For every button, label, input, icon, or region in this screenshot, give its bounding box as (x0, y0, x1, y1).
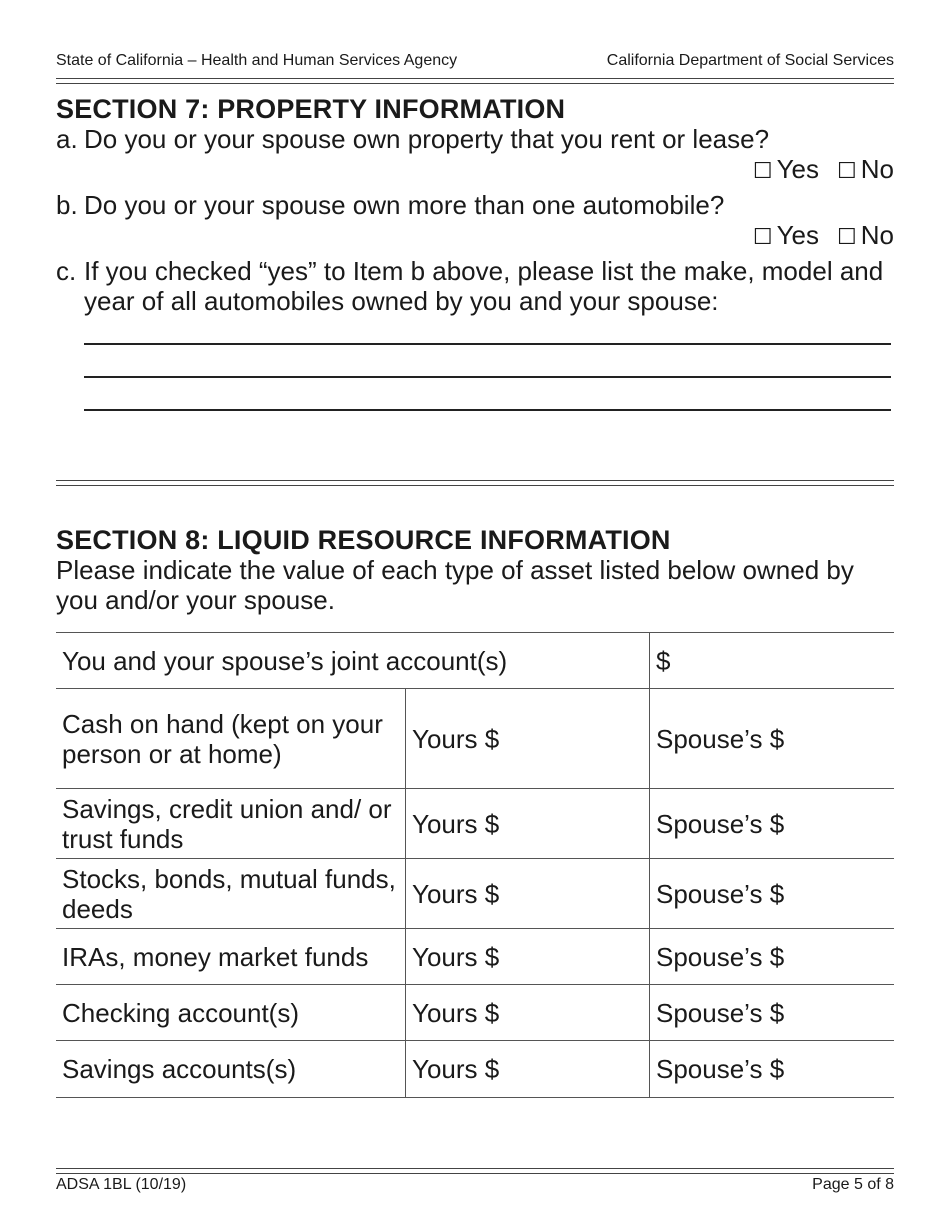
page-header (56, 52, 894, 72)
automobile-line-1[interactable] (84, 343, 891, 345)
question-a-no-checkbox[interactable]: ☐ (837, 158, 857, 183)
no-label: No (860, 154, 894, 184)
section-8-title: SECTION 8: LIQUID RESOURCE INFORMATION (56, 525, 671, 555)
table-row (56, 928, 894, 985)
spouse-value[interactable]: Spouse’s $ (649, 789, 894, 859)
section-8-intro: Please indicate the value of each type of asset listed below owned by you and/or your spouse. (56, 555, 854, 615)
question-b-letter: b. (56, 190, 78, 220)
yours-value[interactable]: Yours $ (405, 789, 649, 859)
yours-value[interactable]: Yours $ (405, 929, 649, 985)
form-id: ADSA 1BL (10/19) (56, 1176, 187, 1193)
joint-account-row (56, 632, 894, 689)
footer-divider (56, 1168, 894, 1174)
question-b-no-checkbox[interactable]: ☐ (837, 224, 857, 249)
joint-account-label: You and your spouse’s joint account(s) (62, 646, 508, 676)
question-c-text: If you checked “yes” to Item b above, please list the make, model and year of all automobiles owned by you and your spouse: (84, 256, 884, 316)
question-b-text: Do you or your spouse own more than one automobile? (84, 190, 725, 220)
spouse-value[interactable]: Spouse’s $ (649, 985, 894, 1041)
section-divider (56, 480, 894, 486)
spouse-value[interactable]: Spouse’s $ (649, 929, 894, 985)
spouse-value[interactable]: Spouse’s $ (649, 1041, 894, 1097)
yours-value[interactable]: Yours $ (405, 689, 649, 789)
yours-value[interactable]: Yours $ (405, 985, 649, 1041)
question-b-yes-checkbox[interactable]: ☐ (752, 224, 773, 249)
page-footer (56, 1176, 894, 1196)
agency-name: State of California – Health and Human Services Agency (56, 52, 458, 69)
asset-label: IRAs, money market funds (62, 942, 369, 972)
question-a-options (753, 154, 894, 186)
asset-label: Checking account(s) (62, 998, 299, 1028)
yours-value[interactable]: Yours $ (405, 859, 649, 929)
question-a-yes-checkbox[interactable]: ☐ (752, 158, 773, 183)
table-row (56, 788, 894, 859)
automobile-line-3[interactable] (84, 409, 891, 411)
question-a-text: Do you or your spouse own property that you rent or lease? (84, 124, 770, 154)
yes-label: Yes (776, 220, 820, 250)
joint-account-value[interactable]: $ (649, 633, 894, 689)
table-row (56, 858, 894, 929)
question-a-letter: a. (56, 124, 78, 154)
table-row (56, 1040, 894, 1098)
page-number: Page 5 of 8 (812, 1176, 894, 1193)
section-7-title: SECTION 7: PROPERTY INFORMATION (56, 94, 566, 124)
asset-label: Savings accounts(s) (62, 1054, 297, 1084)
question-c-letter: c. (56, 256, 77, 286)
spouse-value[interactable]: Spouse’s $ (649, 859, 894, 929)
form-page (56, 0, 894, 1230)
no-label: No (860, 220, 894, 250)
table-row (56, 984, 894, 1041)
asset-label: Cash on hand (kept on your person or at home) (62, 709, 383, 769)
question-b-options (753, 220, 894, 252)
automobile-line-2[interactable] (84, 376, 891, 378)
asset-label: Stocks, bonds, mutual funds, deeds (62, 864, 396, 924)
header-divider (56, 78, 894, 84)
table-row (56, 688, 894, 789)
yours-value[interactable]: Yours $ (405, 1041, 649, 1097)
department-name: California Department of Social Services (606, 52, 894, 69)
asset-label: Savings, credit union and/ or trust funds (62, 794, 392, 854)
yes-label: Yes (776, 154, 820, 184)
spouse-value[interactable]: Spouse’s $ (649, 689, 894, 789)
